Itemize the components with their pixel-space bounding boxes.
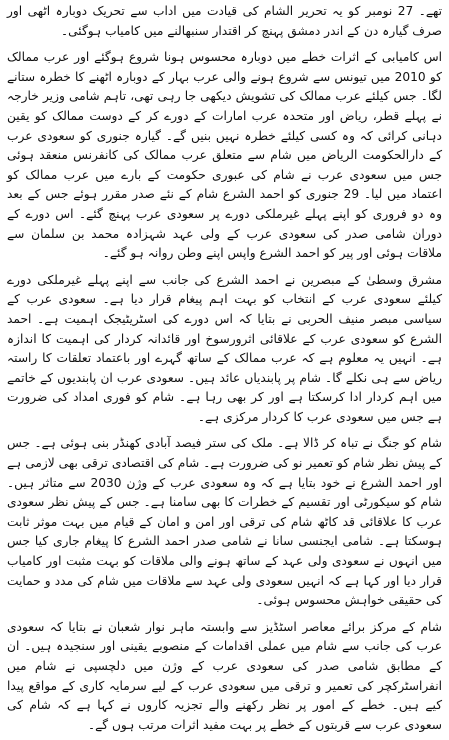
article-paragraph-4: شام کو جنگ نے تباہ کر ڈالا ہے۔ ملک کی ستر فیصد آبادی کھنڈر بنی ہوئی ہے۔ جس کے پیش نظر شام کو تعمیر نو کی ضرورت ہے۔ شام کی اقتصادی ترقی بھی لازمی ہے اور احمد الشرع نے خود بتایا ہے کہ وہ سعودی عرب کے وژن 2030 سے متاثر ہیں۔ شام کو سیکورٹی اور تقسیم کے خطرات کا بھی سامنا ہے۔ جس کے پیش نظر سعودی عرب کا علاقائی قد کاٹھ شام کی ترقی اور امن و امان کے قیام میں بہت موثر ثابت ہوسکتا ہے۔ شامی ایجنسی سانا نے شامی صدر احمد الشرع کا پیغام جاری کیا جس میں انہوں نے سعودی ولی عہد کے ساتھ ہونے والی ملاقات کو بہت مثبت اور کامیاب قرار دیا اور کہا ہے کہ انہیں سعودی ولی عہد سے ملاقات میں شام کی مدد و حمایت کی حقیقی خواہش محسوس ہوئی۔ bbox=[7, 436, 443, 608]
article-paragraph-5: شام کے مرکز برائے معاصر اسٹڈیز سے وابستہ ماہر نوار شعبان نے بتایا کہ سعودی عرب کی جانب سے شام میں عملی اقدامات کے منصوبے یقینی اور سنجیدہ ہیں۔ ان کے مطابق شامی صدر کی سعودی عرب کے وژن میں دلچسپی نے شام میں انفراسٹرکچر کی تعمیر و ترقی میں سعودی عرب کے لیے سرمایہ کاری کے مواقع پیدا کیے ہیں۔ خطے کے امور پر نظر رکھنے والے تجزیہ کاروں نے کہا ہے کہ شام کی سعودی عرب سے قربتوں کے خطے پر بہت مفید اثرات مرتب ہوں گے۔ bbox=[7, 619, 442, 732]
article-paragraph-3: مشرق وسطیٰ کے مبصرین نے احمد الشرع کی جانب سے اپنے پہلے غیرملکی دورے کیلئے سعودی عرب کے انتخاب کو بہت اہم پیغام قرار دیا ہے۔ سعودی عرب کے سیاسی مبصر منیف الحربی نے بتایا کہ اس دورے کی اسٹریٹیجک اہمیت ہے۔ احمد الشرع کو سعودی عرب کے علاقائی اثرورسوخ اور قائدانہ کردار کی اہمیت کا اندازہ ہے۔ انہیں یہ معلوم ہے کہ عرب ممالک کے ساتھ گہرے اور باعتماد تعلقات کا راستہ ریاض سے ہی نکلے گا۔ شام پر پابندیاں عائد ہیں۔ سعودی عرب ان پابندیوں کے خاتمے میں اہم کردار ادا کرسکتا ہے اور کر بھی رہا ہے۔ شام کو فوری امداد کی ضرورت ہے جس میں سعودی عرب کا کردار مرکزی ہے۔ bbox=[7, 272, 442, 424]
article-paragraph-2: اس کامیابی کے اثرات خطے میں دوبارہ محسوس ہونا شروع ہوگئے اور عرب ممالک کو 2010 میں تیونس سے شروع ہونے والی عرب بہار کے دوبارہ اٹھنے کا خطرہ ستانے لگا۔ جس کیلئے عرب ممالک کی تشویش دیکھی جا رہی تھی، تاہم شامی وزیر خارجہ نے پہلے قطر، ریاض اور متحدہ عرب امارات کے دورے کر کے دوست ممالک کو یقین دہانی کرائی کہ وہ کسی کیلئے خطرہ نہیں بنیں گے۔ گیارہ جنوری کو سعودی عرب کے دارالحکومت الریاض میں شام سے متعلق عرب ممالک کی کانفرنس منعقد ہوئی جس میں سعودی عرب نے شام کی عبوری حکومت کے بارے میں عرب ممالک کو اعتماد میں لیا۔ 29 جنوری کو احمد الشرع شام کے نئے صدر مقرر ہوئے جس کے بعد وہ دو فروری کو اپنے پہلے غیرملکی دورے پر سعودی عرب پہنچ گئے۔ اس دورے کے دوران شامی صدر کی سعودی عرب کے ولی عہد شہزادہ محمد بن سلمان سے ملاقات ہوئی اور پیر کو احمد الشرع واپس اپنے وطن روانہ ہو گئے۔ bbox=[7, 50, 442, 261]
article-paragraph-1: تھے۔ 27 نومبر کو یہ تحریر الشام کی قیادت میں اداب سے تحریک دوبارہ اٹھی اور صرف گیارہ دن کے اندر دمشق پہنچ کر اقتدار سنبھالنے میں کامیاب ہوگئی۔ bbox=[7, 4, 442, 38]
